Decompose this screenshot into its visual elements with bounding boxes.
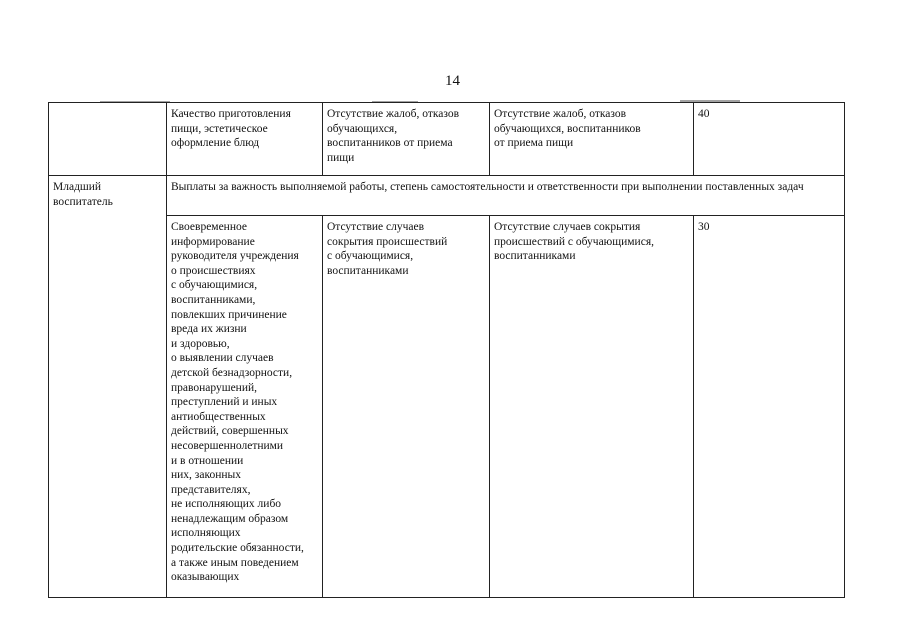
indicator-cell: Отсутствие случаев сокрытия происшествий с обучающимися, воспитанниками <box>490 216 694 598</box>
criterion-cell: Качество приготовления пищи, эстетическое оформление блюд <box>167 103 323 176</box>
table-row <box>49 176 845 216</box>
position-cell: Младший воспитатель <box>49 176 167 598</box>
section-title-cell: Выплаты за важность выполняемой работы, степень самостоятельности и ответственности при выполнении поставленных задач <box>167 176 845 216</box>
points-cell: 40 <box>694 103 845 176</box>
condition-cell: Отсутствие случаев сокрытия происшествий с обучающимися, воспитанниками <box>323 216 490 598</box>
points-cell: 30 <box>694 216 845 598</box>
page-number: 14 <box>445 73 460 89</box>
position-cell <box>49 103 167 176</box>
criterion-cell: Своевременное информирование руководителя учреждения о происшествиях с обучающимися, воспитанниками, повлекших причинение вреда их жизни и здоровью, о выявлении случаев детской безнадзорности, правонарушений, преступлений и иных антиобщественных действий, совершенных несовершеннолетними и в отношении них, законных представителях, не исполняющих либо ненадлежащим образом исполняющих родительские обязанности, а также иным поведением оказывающих <box>167 216 323 598</box>
table-row <box>49 216 845 598</box>
condition-cell: Отсутствие жалоб, отказов обучающихся, воспитанников от приема пищи <box>323 103 490 176</box>
indicator-cell: Отсутствие жалоб, отказов обучающихся, воспитанников от приема пищи <box>490 103 694 176</box>
criteria-table <box>48 102 845 598</box>
table-row <box>49 103 845 176</box>
